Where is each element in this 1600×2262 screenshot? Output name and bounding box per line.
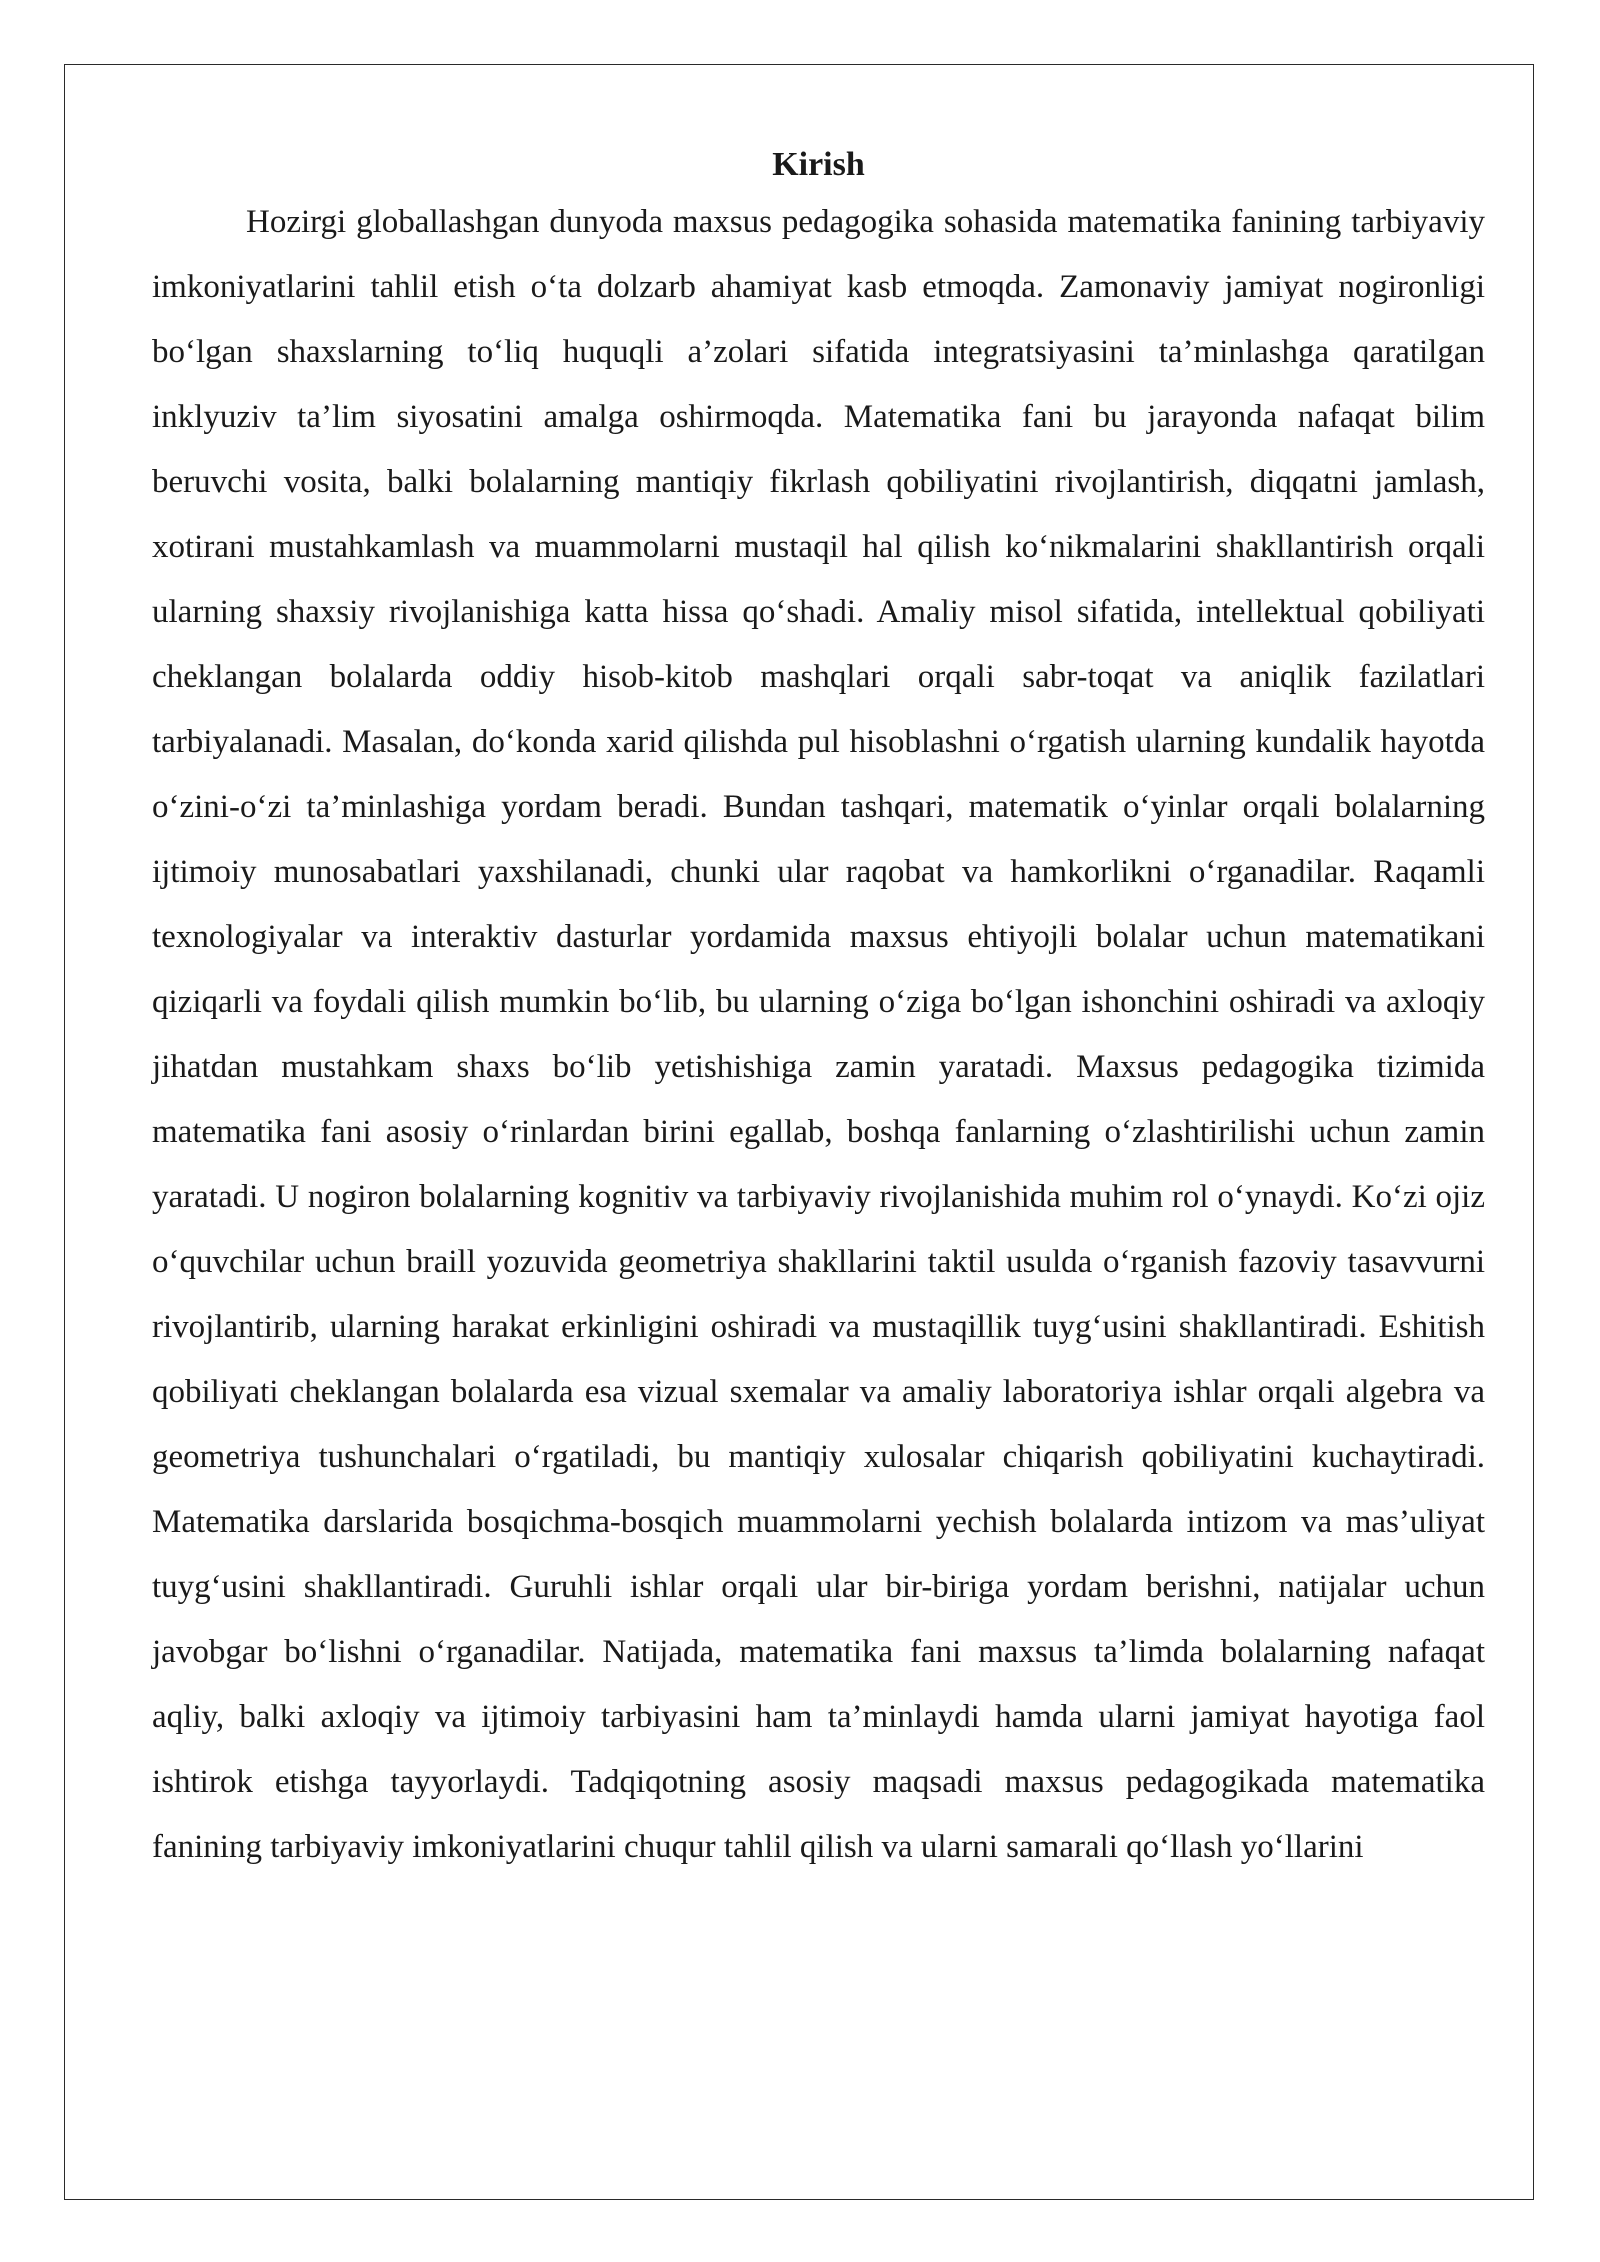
document-body <box>152 140 1485 1880</box>
section-title: Kirish <box>772 146 865 183</box>
body-paragraph: Hozirgi globallashgan dunyoda maxsus pedagogika sohasida matematika fanining tarbiyaviy imkoniyatlarini tahlil etish o‘ta dolzarb ahamiyat kasb etmoqda. Zamonaviy jamiyat nogironligi bo‘lgan shaxslarning to‘liq huquqli a’zolari sifatida integratsiyasini ta’minlashga qaratilgan inklyuziv ta’lim siyosatini amalga oshirmoqda. Matematika fani bu jarayonda nafaqat bilim beruvchi vosita, balki bolalarning mantiqiy fikrlash qobiliyatini rivojlantirish, diqqatni jamlash, xotirani mustahkamlash va muammolarni mustaqil hal qilish ko‘nikmalarini shakllantirish orqali ularning shaxsiy rivojlanishiga katta hissa qo‘shadi. Amaliy misol sifatida, intellektual qobiliyati cheklangan bolalarda oddiy hisob-kitob mashqlari orqali sabr-toqat va aniqlik fazilatlari tarbiyalanadi. Masalan, do‘konda xarid qilishda pul hisoblashni o‘rgatish ularning kundalik hayotda o‘zini-o‘zi ta’minlashiga yordam beradi. Bundan tashqari, matematik o‘yinlar orqali bolalarning ijtimoiy munosabatlari yaxshilanadi, chunki ular raqobat va hamkorlikni o‘rganadilar. Raqamli texnologiyalar va interaktiv dasturlar yordamida maxsus ehtiyojli bolalar uchun matematikani qiziqarli va foydali qilish mumkin bo‘lib, bu ularning o‘ziga bo‘lgan ishonchini oshiradi va axloqiy jihatdan mustahkam shaxs bo‘lib yetishishiga zamin yaratadi. Maxsus pedagogika tizimida matematika fani asosiy o‘rinlardan birini egallab, boshqa fanlarning o‘zlashtirilishi uchun zamin yaratadi. U nogiron bolalarning kognitiv va tarbiyaviy rivojlanishida muhim rol o‘ynaydi. Ko‘zi ojiz o‘quvchilar uchun braill yozuvida geometriya shakllarini taktil usulda o‘rganish fazoviy tasavvurni rivojlantirib, ularning harakat erkinligini oshiradi va mustaqillik tuyg‘usini shakllantiradi. Eshitish qobiliyati cheklangan bolalarda esa vizual sxemalar va amaliy laboratoriya ishlar orqali algebra va geometriya tushunchalari o‘rgatiladi, bu mantiqiy xulosalar chiqarish qobiliyatini kuchaytiradi. Matematika darslarida bosqichma-bosqich muammolarni yechish bolalarda intizom va mas’uliyat tuyg‘usini shakllantiradi. Guruhli ishlar orqali ular bir-biriga yordam berishni, natijalar uchun javobgar bo‘lishni o‘rganadilar. Natijada, matematika fani maxsus ta’limda bolalarning nafaqat aqliy, balki axloqiy va ijtimoiy tarbiyasini ham ta’minlaydi hamda ularni jamiyat hayotiga faol ishtirok etishga tayyorlaydi. Tadqiqotning asosiy maqsadi maxsus pedagogikada matematika fanining tarbiyaviy imkoniyatlarini chuqur tahlil qilish va ularni samarali qo‘llash yo‘llarini <box>152 204 1485 1865</box>
